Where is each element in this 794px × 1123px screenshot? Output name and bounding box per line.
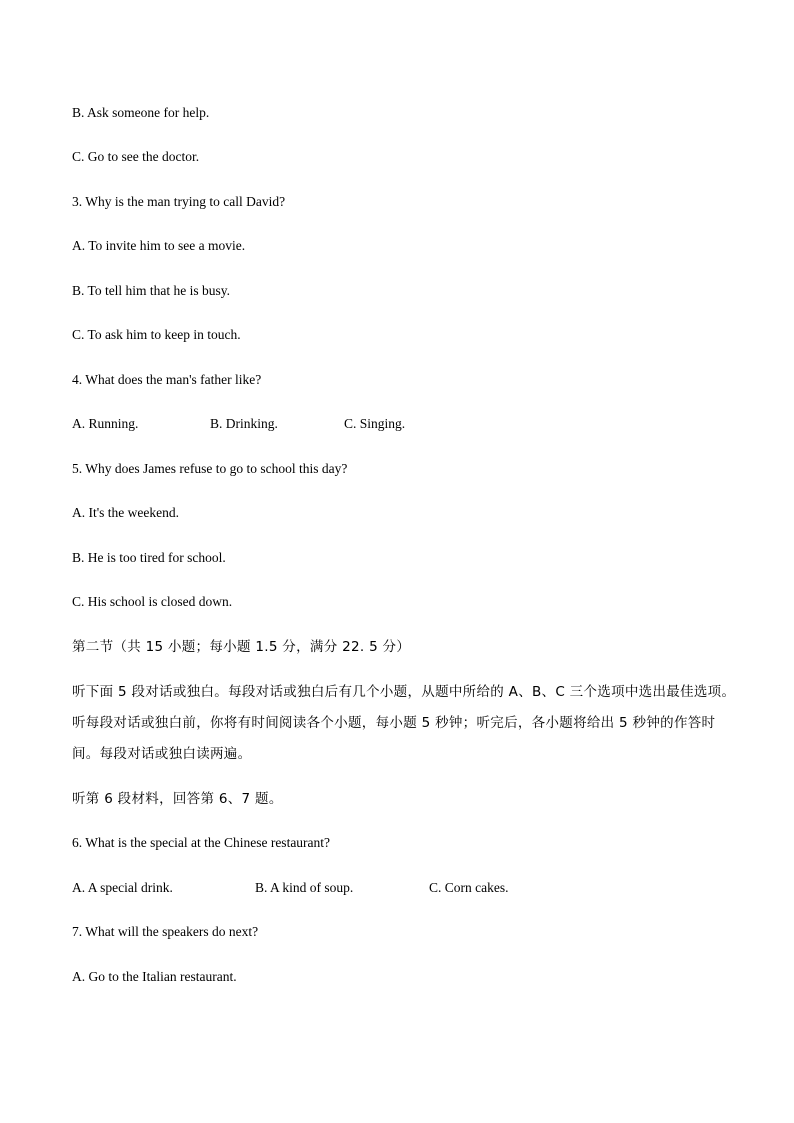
question-6: 6. What is the special at the Chinese restaurant?	[72, 835, 331, 850]
material-6-heading: 听第 6 段材料，回答第 6、7 题。	[72, 791, 283, 807]
section-2-heading: 第二节（共 15 小题；每小题 1.5 分，满分 22. 5 分）	[72, 639, 411, 655]
q6-option-a: A. A special drink.	[72, 880, 173, 895]
question-5: 5. Why does James refuse to go to school this day?	[72, 461, 348, 476]
q5-option-a: A. It's the weekend.	[72, 505, 180, 520]
q4-option-c: C. Singing.	[344, 416, 406, 431]
instruction-line-3: 间。每段对话或独白读两遍。	[72, 746, 252, 762]
q5-option-c: C. His school is closed down.	[72, 594, 233, 609]
q5-option-b: B. He is too tired for school.	[72, 550, 226, 565]
question-4: 4. What does the man's father like?	[72, 372, 262, 387]
q7-option-a: A. Go to the Italian restaurant.	[72, 969, 237, 984]
question-3: 3. Why is the man trying to call David?	[72, 194, 286, 209]
q6-option-b: B. A kind of soup.	[255, 880, 354, 895]
question-7: 7. What will the speakers do next?	[72, 924, 259, 939]
q2-option-c: C. Go to see the doctor.	[72, 149, 200, 164]
instruction-line-2: 听每段对话或独白前，你将有时间阅读各个小题，每小题 5 秒钟；听完后，各小题将给出 5 秒钟的作答时	[72, 715, 716, 731]
q2-option-b: B. Ask someone for help.	[72, 105, 210, 120]
instruction-line-1: 听下面 5 段对话或独白。每段对话或独白后有几个小题，从题中所给的 A、B、C 三个选项中选出最佳选项。	[72, 684, 736, 700]
q3-option-a: A. To invite him to see a movie.	[72, 238, 246, 253]
q3-option-c: C. To ask him to keep in touch.	[72, 327, 241, 342]
q6-option-c: C. Corn cakes.	[429, 880, 509, 895]
q4-option-b: B. Drinking.	[210, 416, 278, 431]
q3-option-b: B. To tell him that he is busy.	[72, 283, 231, 298]
q4-option-a: A. Running.	[72, 416, 139, 431]
